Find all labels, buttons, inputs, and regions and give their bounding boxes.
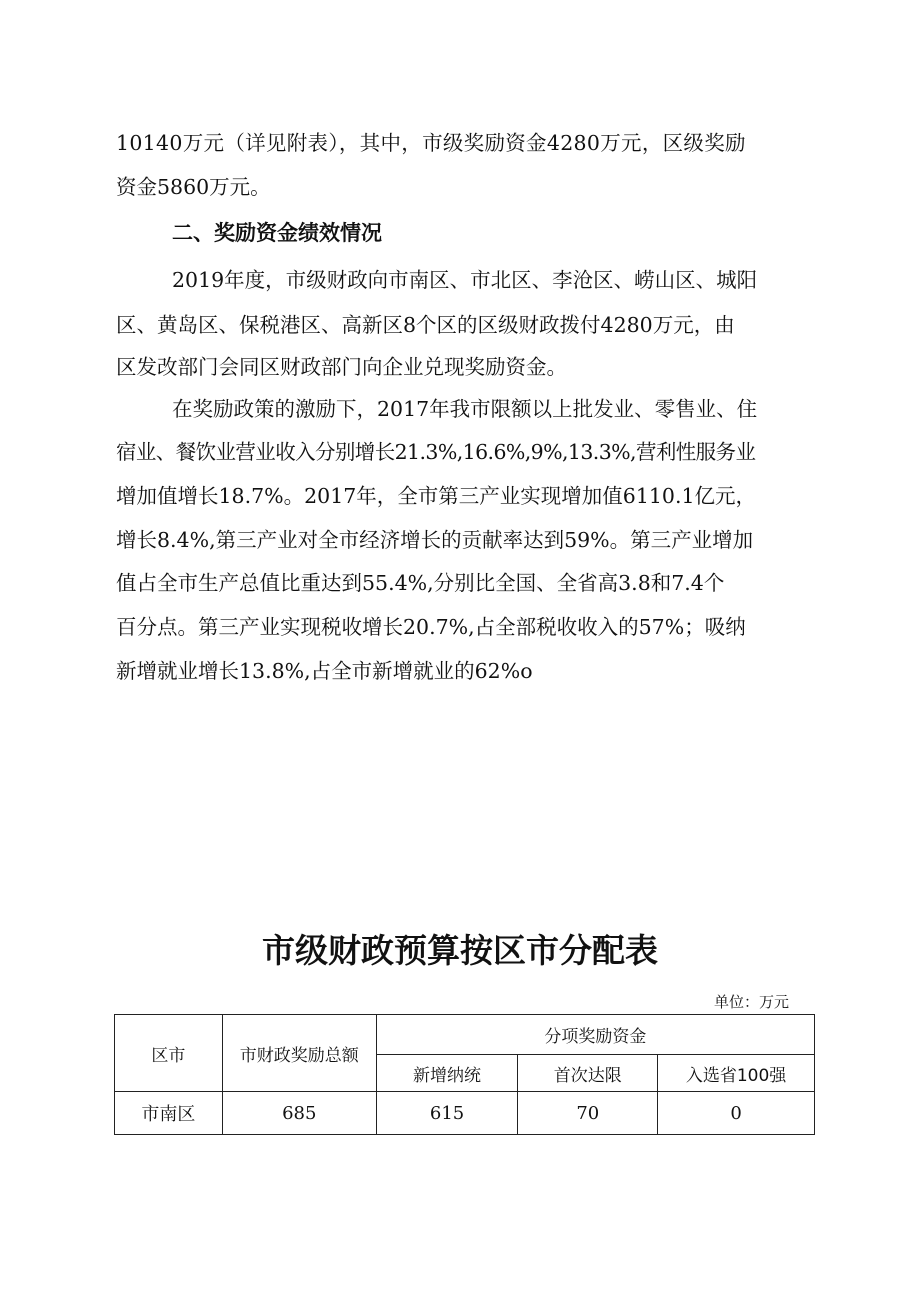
cell-total: 685 (222, 1092, 376, 1135)
paragraph-line: 区发改部门会同区财政部门向企业兑现奖励资金。 (116, 355, 567, 379)
paragraph-line: 资金5860万元。 (116, 175, 271, 199)
paragraph-line: 区、黄岛区、保税港区、高新区8个区的区级财政拨付4280万元，由 (116, 313, 735, 337)
paragraph-line: 在奖励政策的激励下，2017年我市限额以上批发业、零售业、住 (172, 397, 758, 421)
paragraph-line: 增加值增长18.7%。2017年，全市第三产业实现增加值6110.1亿元， (116, 484, 757, 508)
header-sub-first: 首次达限 (518, 1055, 658, 1092)
paragraph-line: 2019年度，市级财政向市南区、市北区、李沧区、崂山区、城阳 (172, 268, 758, 292)
header-sub-top100: 入选省100强 (658, 1055, 815, 1092)
paragraph-line: 增长8.4%,第三产业对全市经济增长的贡献率达到59%。第三产业增加 (116, 528, 754, 552)
paragraph-line: 值占全市生产总值比重达到55.4%,分别比全国、全省高3.8和7.4个 (116, 571, 725, 595)
header-total: 市财政奖励总额 (222, 1015, 376, 1092)
table-title: 市级财政预算按区市分配表 (262, 931, 658, 970)
paragraph-line: 新增就业增长13.8%,占全市新增就业的62%o (116, 659, 533, 683)
table-header-row (115, 1015, 815, 1055)
cell-sub-top100: 0 (658, 1092, 815, 1135)
section-heading: 二、奖励资金绩效情况 (172, 221, 382, 245)
paragraph-line: 宿业、餐饮业营业收入分别增长21.3%,16.6%,9%,13.3%,营利性服务业 (116, 440, 756, 464)
paragraph-line: 百分点。第三产业实现税收增长20.7%,占全部税收收入的57%；吸纳 (116, 615, 746, 639)
cell-district: 市南区 (115, 1092, 223, 1135)
unit-label: 单位：万元 (714, 993, 790, 1011)
cell-sub-new: 615 (376, 1092, 518, 1135)
table-row (115, 1092, 815, 1135)
header-group: 分项奖励资金 (376, 1015, 814, 1055)
header-district: 区市 (115, 1015, 223, 1092)
paragraph-line: 10140万元（详见附表），其中，市级奖励资金4280万元，区级奖励 (116, 131, 746, 155)
header-sub-new: 新增纳统 (376, 1055, 518, 1092)
allocation-table (114, 1014, 815, 1135)
cell-sub-first: 70 (518, 1092, 658, 1135)
